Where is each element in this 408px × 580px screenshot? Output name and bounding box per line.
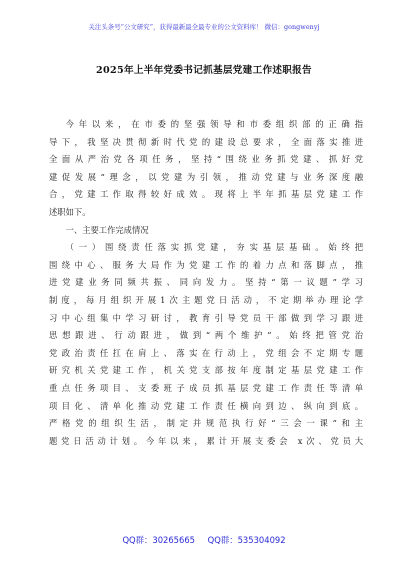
body-line: 思想跟进、行动跟进，做到“两个维护”。始终把管党治 (49, 330, 363, 341)
header-banner: 关注头条号“公文研究”，获得最新最全最专业的公文资料库！ 微信：gongwenyj (88, 23, 320, 31)
qq-group-1: QQ群：30265665 (122, 535, 195, 545)
body-line: 述职如下。 (49, 206, 91, 217)
page-title: 2025年上半年党委书记抓基层党建工作述职报告 (96, 65, 312, 76)
body-line: 制度，每月组织开展1次主题党日活动，不定期举办理论学 (49, 294, 363, 305)
footer-qq-groups (0, 534, 408, 546)
body-line: 合，党建工作取得较好成效。现将上半年抓基层党建工作 (49, 189, 363, 200)
body-line: 导下，我坚决贯彻新时代党的建设总要求，全面落实推进 (49, 136, 363, 147)
body-line: 进党建业务同频共振、同向发力。坚持“第一议题”学习 (49, 277, 363, 288)
body-line: 建促发展”理念，以党建为引领，推动党建与业务深度融 (49, 171, 363, 182)
body-line: 严格党的组织生活，制定并规范执行好“三会一课”和主 (49, 418, 363, 429)
body-line: 重点任务项目、支委班子成员抓基层党建工作责任等清单 (49, 382, 363, 393)
qq-group-2: QQ群：535304092 (207, 535, 286, 545)
body-line: 题党日活动计划。今年以来，累计开展支委会 x次、党员大 (49, 435, 363, 446)
body-line: 围绕中心、服务大局作为党建工作的着力点和落脚点，推 (49, 259, 363, 270)
body-line: 全面从严治党各项任务，坚持“围绕业务抓党建、抓好党 (49, 154, 363, 165)
section-heading: 一、主要工作完成情况 (65, 224, 149, 235)
body-line: 今年以来，在市委的坚强领导和市委组织部的正确指 (65, 119, 363, 129)
body-line: 项目化、清单化推动党建工作责任横向到边、纵向到底。 (49, 400, 363, 411)
body-line: 习中心组集中学习研讨，教育引导党员干部做到学习跟进 (49, 312, 363, 323)
document-body (49, 116, 363, 450)
body-line: 党政治责任扛在肩上、落实在行动上，党组会不定期专题 (49, 347, 363, 358)
body-line: 研究机关党建工作，机关党支部按年度制定基层党建工作 (49, 365, 363, 376)
body-line: （一）围绕责任落实抓党建，夯实基层基础。始终把 (65, 242, 363, 253)
